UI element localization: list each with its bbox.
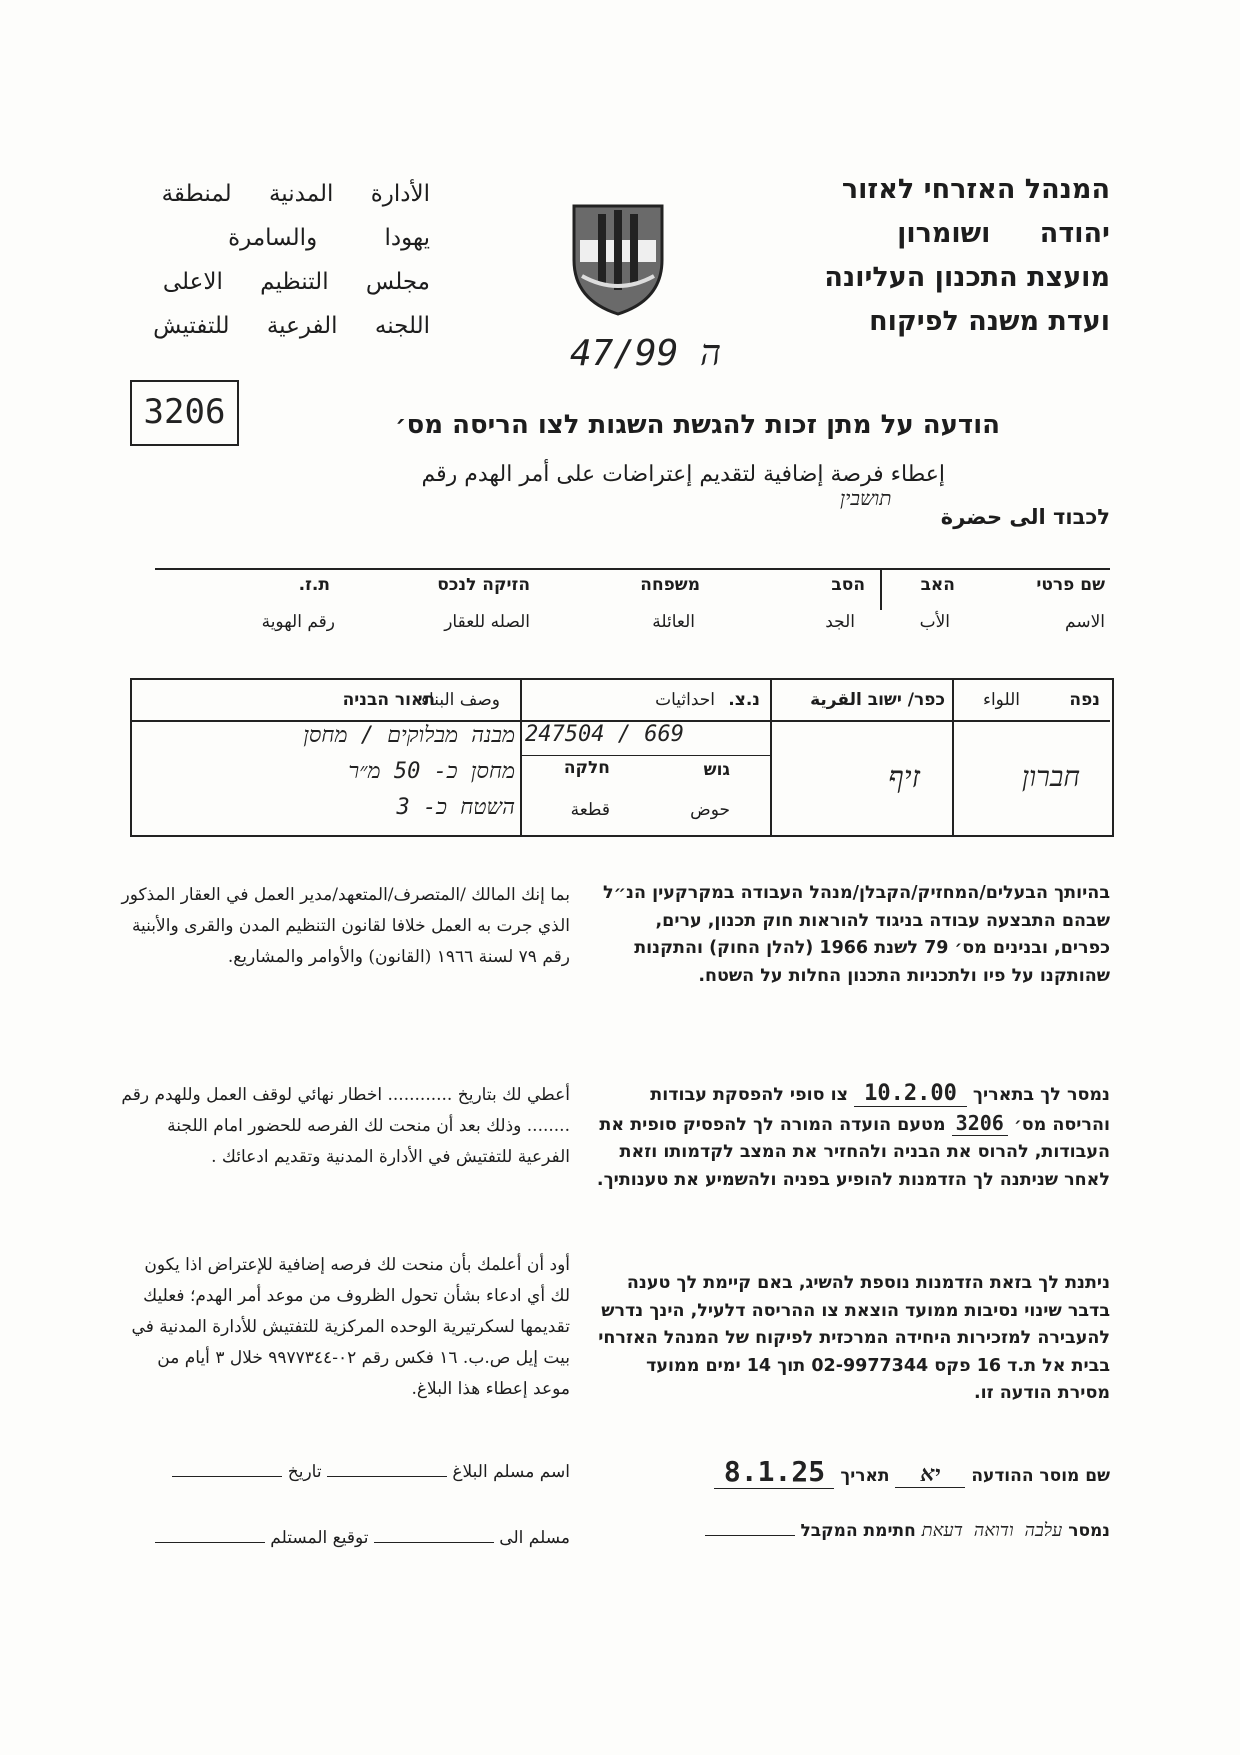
body-ar-para1: بما إنك المالك /المتصرف/المتعهد/مدير العمل في العقار المذكور الذي جرت به العمل خلافا لقانون التنظيم المدن والقرى والأبنية رقم ٧٩ لسنة ١٩٦٦ (القانون) والأوامر والمشاريع. bbox=[121, 885, 570, 967]
para2-pre: נמסר לך בתאריך bbox=[972, 1085, 1110, 1105]
ph-id: ת.ז. bbox=[298, 575, 330, 595]
pa-family: العائلة bbox=[652, 612, 695, 632]
body-he-para2 bbox=[595, 1080, 1110, 1194]
property-row-divider bbox=[520, 755, 770, 756]
description-ar: وصف البناء bbox=[421, 690, 500, 710]
header-ar-line: يهودا والسامرة bbox=[228, 225, 430, 251]
para2-order: 3206 bbox=[952, 1111, 1008, 1136]
property-col-divider bbox=[952, 678, 954, 835]
he-sig1-label: שם מוסר ההודעה bbox=[971, 1466, 1110, 1486]
village-value: זיף bbox=[888, 760, 920, 795]
ar-signature-row-2 bbox=[120, 1528, 570, 1548]
para2-rest: מטעם הועדה המורה לך להפסיק סופית את העבודות, להרוס את הבניה ולהחזיר את המצב לקדמותו וזאת לאחר שניתנה לך הזדמנות להופיע בפניה ולהשמיע את טענותיך. bbox=[596, 1114, 1110, 1190]
property-col-divider bbox=[770, 678, 772, 835]
parcel-he: חלקה bbox=[563, 758, 610, 778]
district-he: נפה bbox=[1069, 690, 1100, 710]
pa-relation: الصله للعقار bbox=[444, 612, 530, 632]
ph-father: האב bbox=[920, 575, 955, 595]
body-he-para1: בהיותך הבעלים/המחזיק/הקבלן/מנהל העבודה במקרקעין הנ״ל שבהם התבצעה עבודה בניגוד להוראות חוק תכנון, ערים, כפרים, ובנינים מס׳ 79 לשנת 1966 (להלן החוק) והתקנות שהותקנו על פיו ולתכניות התכנון החלות על השטח. bbox=[603, 883, 1110, 986]
village-he: כפר/ ישוב القرية bbox=[810, 690, 945, 710]
header-arabic bbox=[130, 172, 430, 348]
ar-sig2-label: مسلم الى bbox=[499, 1528, 570, 1548]
addressee-label: לכבוד الى حضرة bbox=[940, 505, 1110, 529]
description-line: מחסן כ- 50 מ״ר bbox=[348, 759, 515, 784]
header-ar-line: مجلس التنظيم الاعلى bbox=[162, 269, 430, 295]
header-he-line: ועדת משנה לפיקוח bbox=[869, 306, 1110, 337]
body-ar-para2: أعطي لك بتاريخ ............ اخطار نهائي لوقف العمل وللهدم رقم ........ وذلك بعد أن منحت لك الفرصه للحضور امام اللجنة الفرعية للتفتيش في الأدارة المدنية وتقديم ادعائك . bbox=[121, 1085, 570, 1167]
description-line: מבנה מבלוקים / מחסן bbox=[303, 723, 515, 748]
header-he-line: מועצת התכנון העליונה bbox=[824, 262, 1110, 293]
header-hebrew bbox=[750, 168, 1110, 344]
ar-sig1-date-label: تاريخ bbox=[287, 1462, 322, 1482]
he-signature-row-2 bbox=[595, 1520, 1110, 1541]
body-ar-para3: أود أن أعلمك بأن منحت لك فرصه إضافية للإعتراض اذا يكون لك أي ادعاء بشأن تحول الظروف من موعد أمر الهدم؛ فعليك تقديمها لسكرتيرية الوحده المركزية للتفتيش للأدارة المدنية في بيت إيل ص.ب. ١٦ فكس رقم ٠٢-٩٩٧٧٣٤٤ خلال ٣ أيام من موعد إعطاء هذا البلاغ. bbox=[131, 1255, 570, 1399]
pa-first-name: الاسم bbox=[1065, 612, 1105, 632]
ph-relation: הזיקה לנכס bbox=[437, 575, 530, 595]
file-number: ה 47/99 bbox=[570, 333, 722, 374]
ar-sig2-line bbox=[374, 1542, 494, 1543]
header-he-line: יהודה ושומרון bbox=[897, 218, 1110, 249]
ar-sig2-sign-line bbox=[155, 1542, 265, 1543]
body-he-para3: ניתנת לך בזאת הזדמנות נוספת להשיג, באם קיימת לך טענה בדבר שינוי נסיבות ממועד הוצאת צו ההריסה דלעיל, הינך נדרש להעבירה למזכירות היחידה המרכזית לפיקוח של המנהל האזרחי בבית אל ת.ד 16 פקס 02-9977344 תוך 14 ימים ממועד מסירת הודעה זו. bbox=[598, 1273, 1110, 1403]
pa-father: الأب bbox=[919, 612, 950, 632]
para2-mid: צו סופי להפסקת עבודות והריסה מס׳ bbox=[650, 1085, 1110, 1135]
block-ar: حوض bbox=[690, 800, 730, 820]
he-sig2-label2: חתימת המקבל bbox=[800, 1521, 916, 1541]
parcel-ar: قطعة bbox=[570, 800, 610, 820]
district-value: חברון bbox=[1021, 760, 1080, 793]
district-ar: اللواء bbox=[982, 690, 1020, 710]
ph-grandfather: הסב bbox=[831, 575, 865, 595]
person-table-divider bbox=[880, 570, 882, 610]
property-col-divider bbox=[520, 678, 522, 835]
coords-ar: احداثيات bbox=[655, 690, 715, 710]
header-ar-line: الأدارة المدنية لمنطقة bbox=[161, 181, 430, 207]
title-hebrew: הודעה על מתן זכות להגשת השגות לצו הריסה מס׳ bbox=[395, 410, 1000, 440]
box-number bbox=[130, 380, 239, 446]
he-signature-row-1 bbox=[595, 1455, 1110, 1489]
he-sig1-date-label: תאריך bbox=[840, 1466, 890, 1486]
block-he: גוש bbox=[703, 760, 730, 780]
pa-grandfather: الجد bbox=[825, 612, 855, 632]
ph-first-name: שם פרטי bbox=[1036, 575, 1105, 595]
title-arabic: إعطاء فرصة إضافية لتقديم إعتراضات على أمر الهدم رقم bbox=[421, 462, 945, 487]
box-number-value: 3206 bbox=[143, 392, 226, 432]
ar-sig1-label: اسم مسلم البلاغ bbox=[452, 1462, 570, 1482]
coords-he: נ.צ. bbox=[728, 690, 760, 710]
para2-date: 10.2.00 bbox=[854, 1081, 967, 1107]
ar-sig2-label2: توقيع المستلم bbox=[270, 1528, 369, 1548]
ar-sig1-line bbox=[327, 1476, 447, 1477]
ar-signature-row-1 bbox=[120, 1462, 570, 1482]
ar-sig1-date-line bbox=[172, 1476, 282, 1477]
description-he: תאור הבניה bbox=[342, 690, 435, 710]
header-ar-line: اللجنه الفرعية للتفتيش bbox=[153, 313, 430, 339]
header-he-line: המנהל האזרחי לאזור bbox=[841, 174, 1110, 205]
pa-id: رقم الهوية bbox=[261, 612, 335, 632]
coords-value: 247504 / 669 bbox=[525, 722, 684, 747]
addressee-handwritten: תושבין bbox=[840, 486, 892, 510]
he-sig2-line bbox=[705, 1535, 795, 1536]
he-sig1-date: 8.1.25 bbox=[714, 1455, 834, 1489]
he-sig2-handwritten: עלבה ודואה דעאת bbox=[921, 1520, 1063, 1541]
description-line: השטח כ- 3 bbox=[396, 795, 515, 820]
he-sig2-label: נמסר bbox=[1068, 1521, 1110, 1541]
person-table-top-rule bbox=[155, 568, 1110, 570]
he-sig1-value: יא bbox=[895, 1461, 965, 1488]
ph-family: משפחה bbox=[640, 575, 700, 595]
coat-of-arms-emblem bbox=[568, 200, 668, 318]
